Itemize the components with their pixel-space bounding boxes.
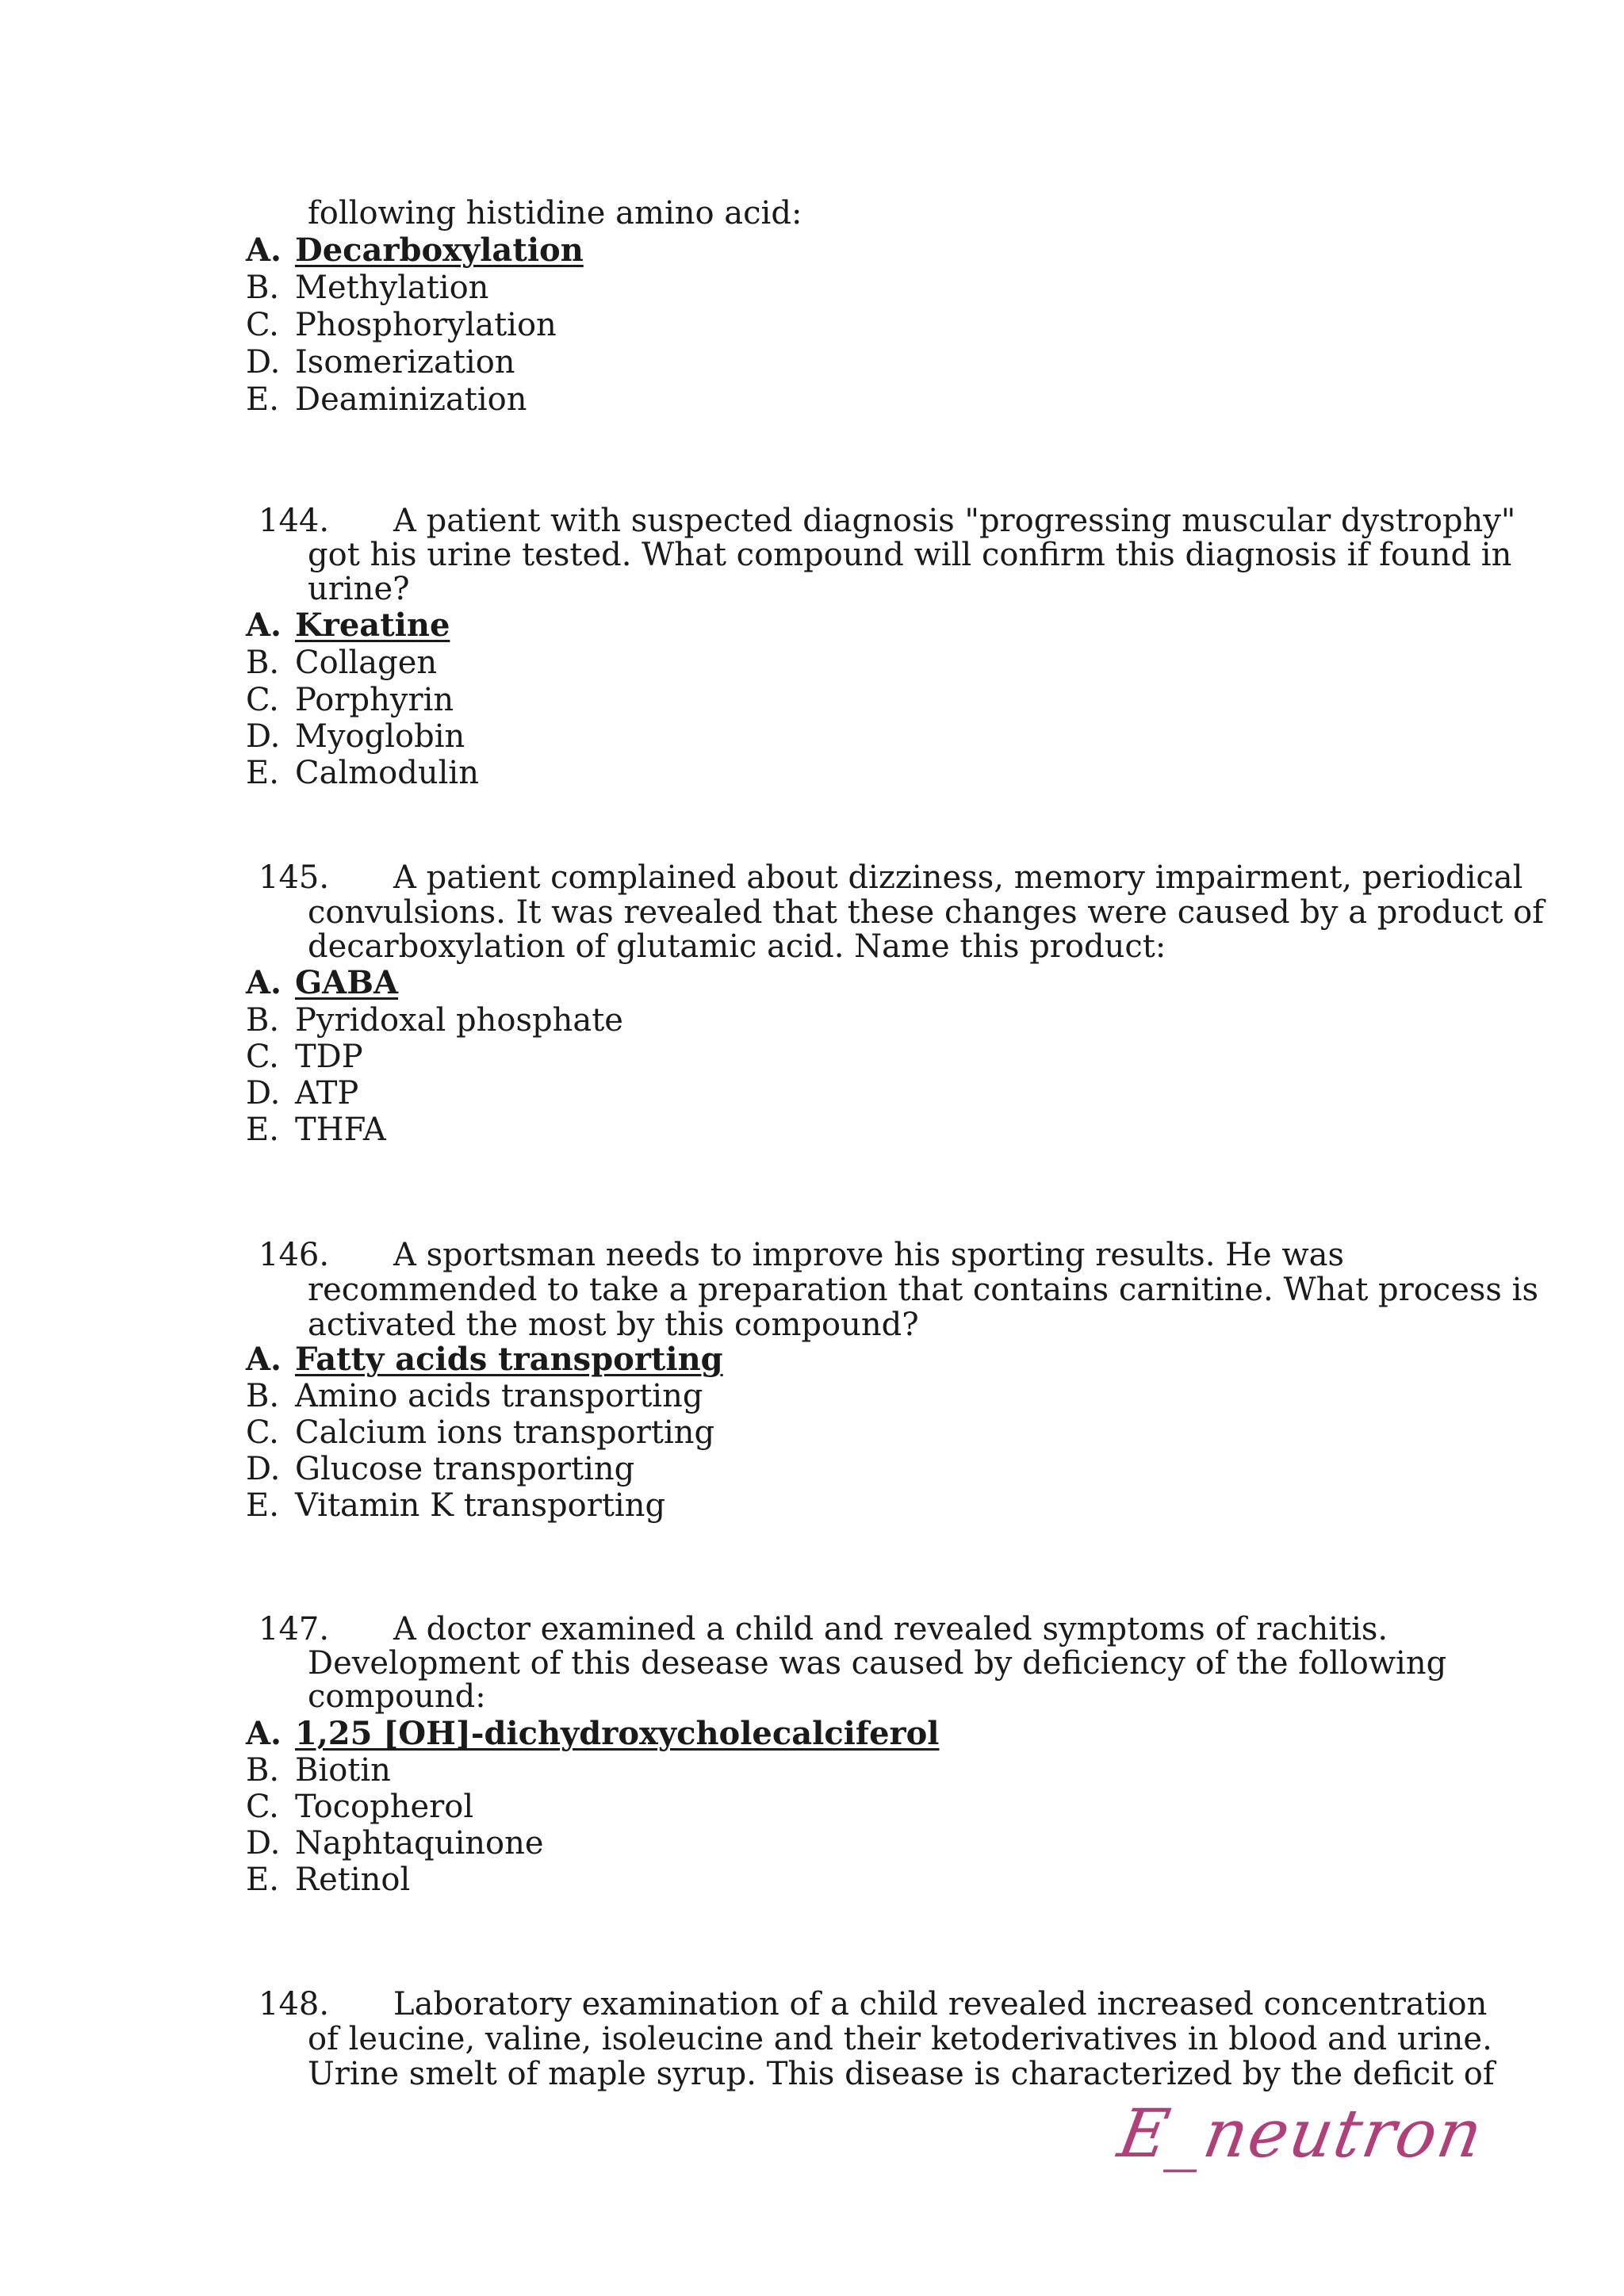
- q147-option-e: E. Retinol: [246, 1862, 411, 1898]
- q147-option-b: B. Biotin: [246, 1752, 391, 1789]
- q146-line-1: 146. A sportsman needs to improve his sporting results. He was: [259, 1237, 1345, 1273]
- q146-number: 146.: [259, 1237, 330, 1273]
- q147-option-a-correct: A. 1,25 [OH]-dichydroxycholecalciferol: [246, 1715, 940, 1752]
- q143-option-c: C. Phosphorylation: [246, 307, 557, 343]
- q146-option-b: B. Amino acids transporting: [246, 1378, 703, 1414]
- q144-option-b: B. Collagen: [246, 645, 438, 681]
- watermark-signature: E_neutron: [1113, 2095, 1490, 2172]
- q144-option-a-correct: A. Kreatine: [246, 607, 450, 644]
- q146-option-d: D. Glucose transporting: [246, 1451, 635, 1487]
- q146-option-a-correct: A. Fatty acids transporting: [246, 1341, 723, 1378]
- q143-stem-end: following histidine amino acid:: [308, 195, 802, 232]
- q147-option-c: C. Tocopherol: [246, 1789, 474, 1825]
- q148-line-3: Urine smelt of maple syrup. This disease is characterized by the deficit of: [308, 2056, 1495, 2092]
- q145-option-d: D. ATP: [246, 1075, 359, 1112]
- q147-line-3: compound:: [308, 1678, 486, 1715]
- q143-option-a-correct: A. Decarboxylation: [246, 232, 584, 269]
- q148-line-2: of leucine, valine, isoleucine and their ketoderivatives in blood and urine.: [308, 2021, 1492, 2057]
- q147-option-d: D. Naphtaquinone: [246, 1825, 544, 1862]
- q148-number: 148.: [259, 1986, 330, 2022]
- q144-option-d: D. Myoglobin: [246, 718, 465, 755]
- q146-line-2: recommended to take a preparation that contains carnitine. What process is: [308, 1272, 1538, 1308]
- q145-option-a-correct: A. GABA: [246, 964, 399, 1001]
- q145-line-3: decarboxylation of glutamic acid. Name this product:: [308, 928, 1166, 965]
- q147-line-1: 147. A doctor examined a child and revealed symptoms of rachitis.: [259, 1611, 1388, 1647]
- q144-option-e: E. Calmodulin: [246, 755, 479, 791]
- q143-option-e: E. Deaminization: [246, 381, 527, 418]
- q145-line-1: 145. A patient complained about dizziness, memory impairment, periodical: [259, 859, 1523, 896]
- q144-option-c: C. Porphyrin: [246, 682, 454, 718]
- q146-option-c: C. Calcium ions transporting: [246, 1414, 715, 1451]
- q144-line-3: urine?: [308, 571, 410, 607]
- q145-number: 145.: [259, 859, 330, 896]
- q146-line-3: activated the most by this compound?: [308, 1307, 919, 1343]
- q147-line-2: Development of this desease was caused by deficiency of the following: [308, 1645, 1447, 1682]
- q144-line-1: 144. A patient with suspected diagnosis "progressing muscular dystrophy": [259, 503, 1516, 539]
- q144-number: 144.: [259, 503, 330, 539]
- q147-number: 147.: [259, 1611, 330, 1647]
- q145-option-e: E. THFA: [246, 1112, 386, 1148]
- q145-line-2: convulsions. It was revealed that these changes were caused by a product of: [308, 894, 1545, 931]
- q145-option-b: B. Pyridoxal phosphate: [246, 1002, 623, 1039]
- q145-option-c: C. TDP: [246, 1039, 363, 1075]
- q146-option-e: E. Vitamin K transporting: [246, 1487, 666, 1524]
- q143-option-b: B. Methylation: [246, 270, 489, 306]
- q144-line-2: got his urine tested. What compound will confirm this diagnosis if found in: [308, 537, 1512, 573]
- q143-option-d: D. Isomerization: [246, 344, 515, 381]
- q148-line-1: 148. Laboratory examination of a child revealed increased concentration: [259, 1986, 1488, 2022]
